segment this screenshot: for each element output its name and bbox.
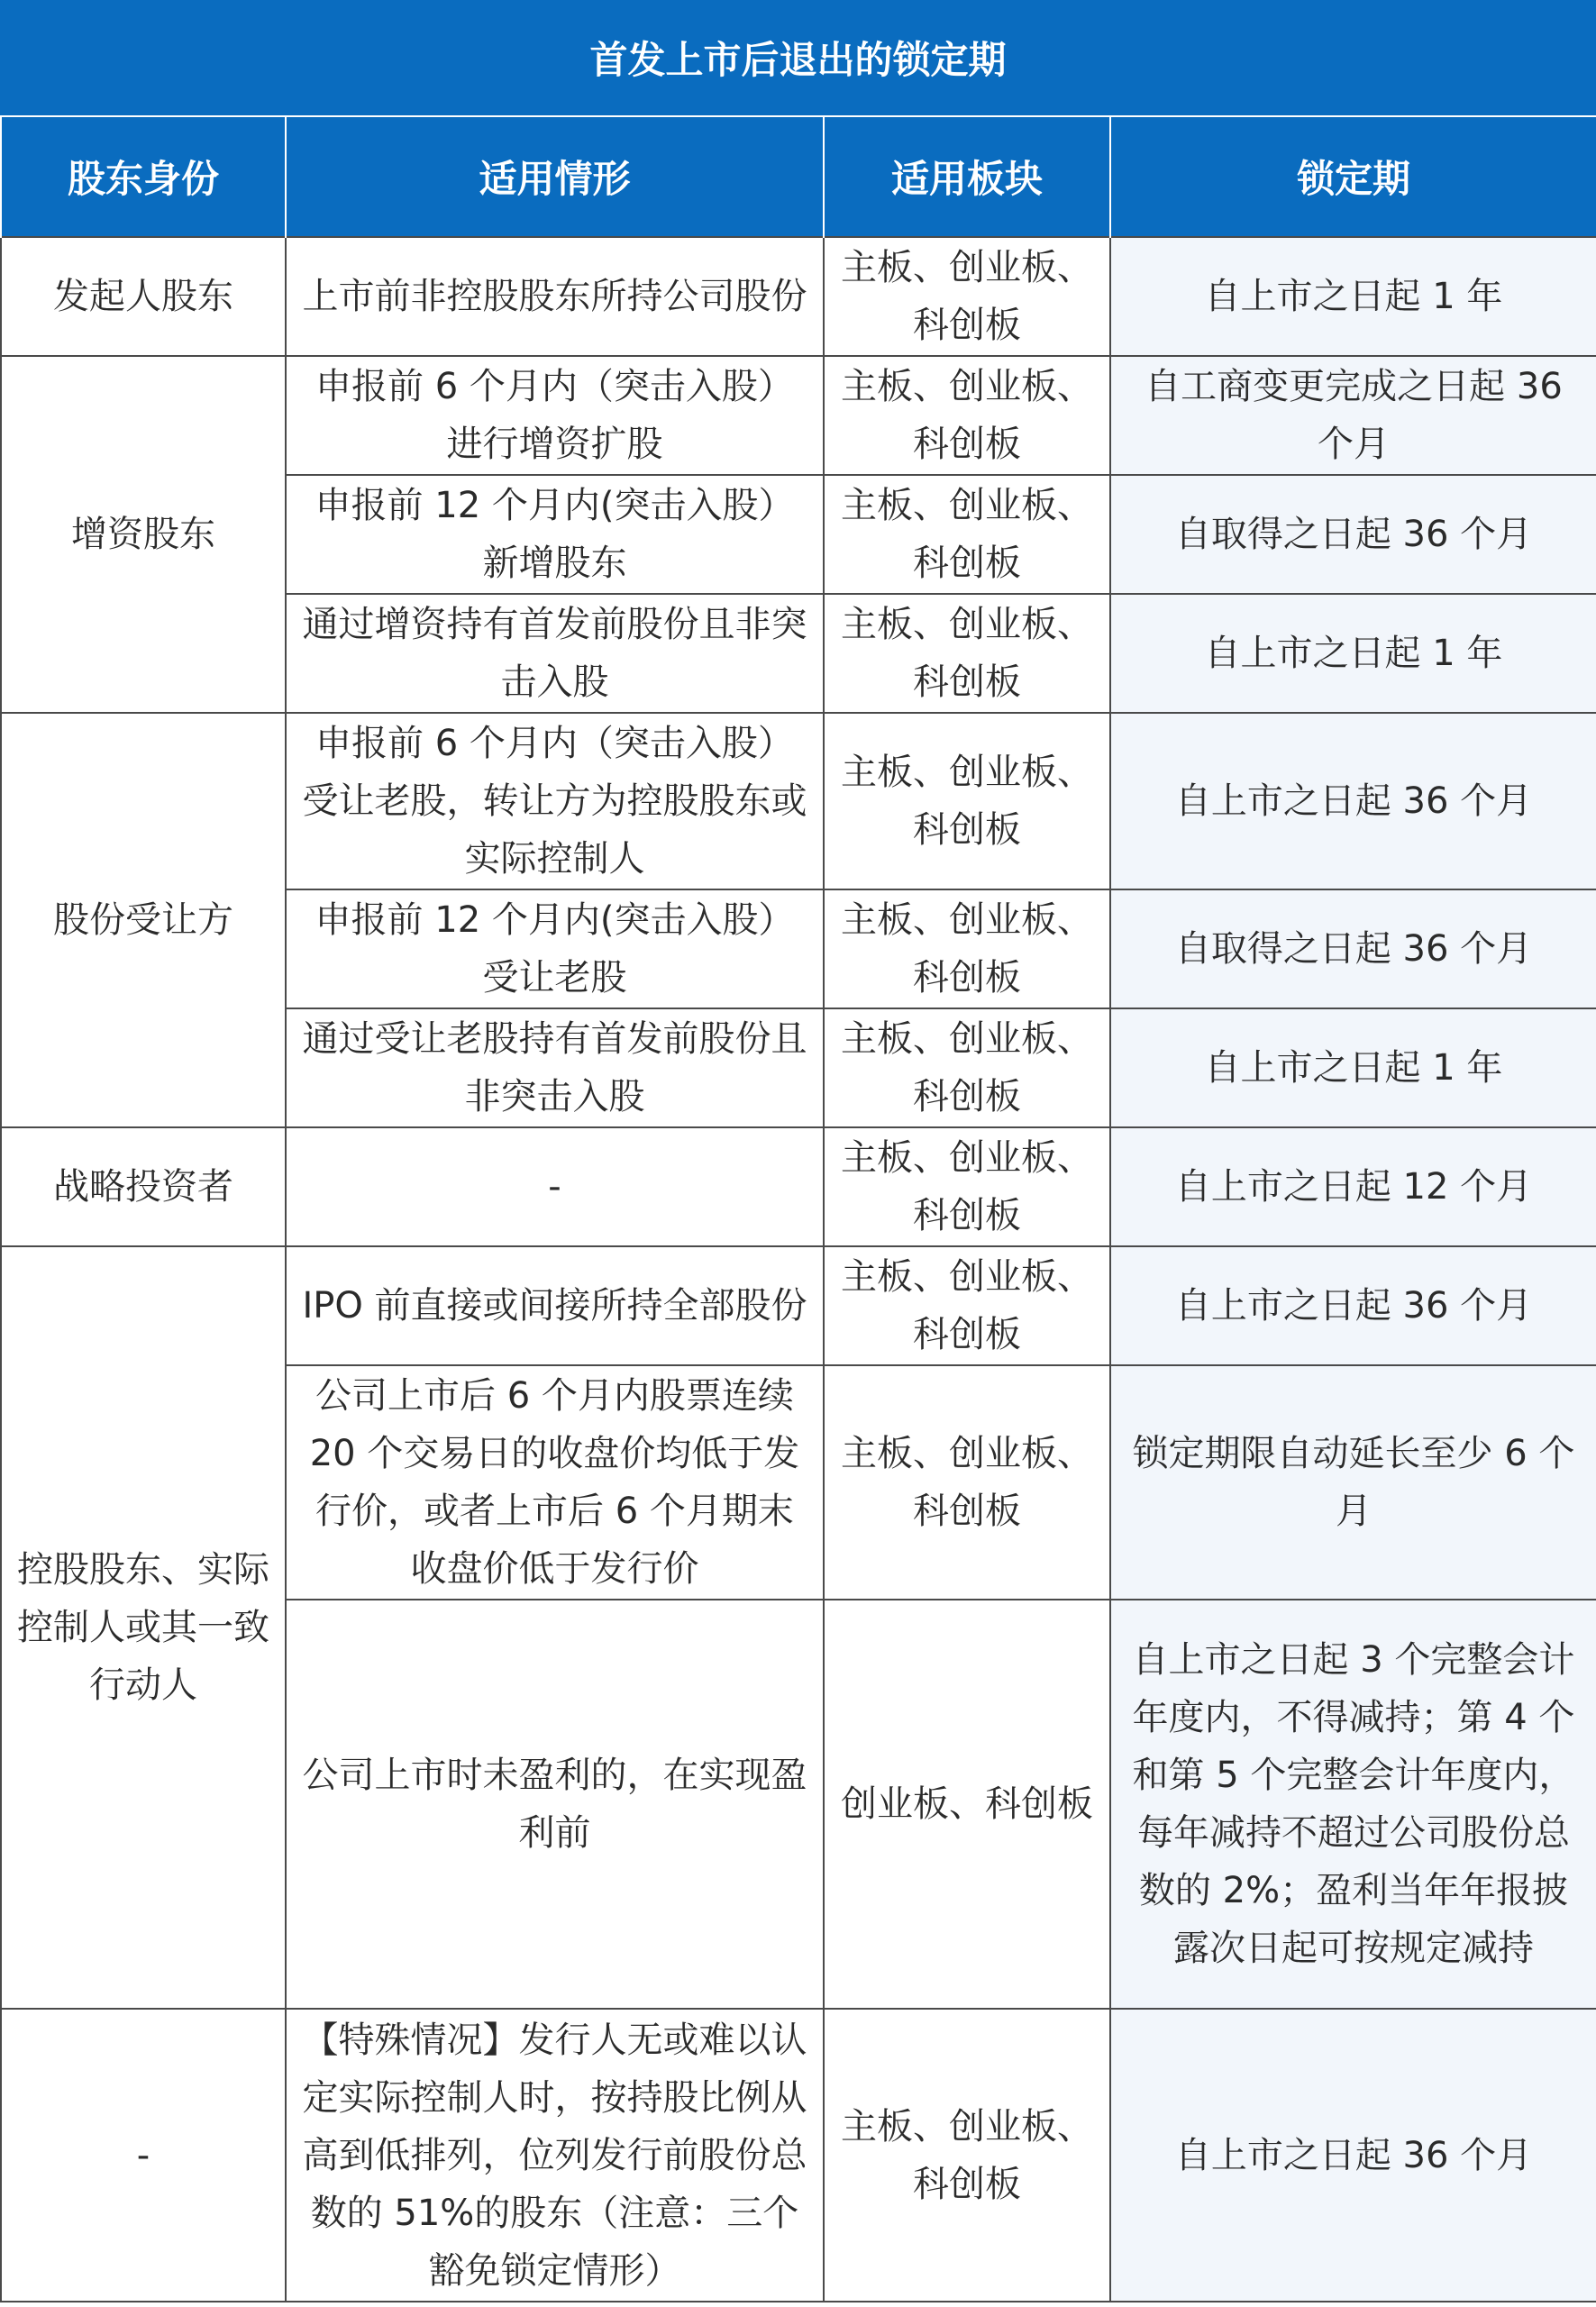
situation-cell: 通过增资持有首发前股份且非突击入股 <box>286 594 824 713</box>
period-cell: 自取得之日起 36 个月 <box>1110 889 1596 1008</box>
board-cell: 主板、创业板、科创板 <box>824 1008 1110 1127</box>
board-cell: 创业板、科创板 <box>824 1600 1110 2009</box>
situation-cell: - <box>286 1127 824 1246</box>
identity-cell: 发起人股东 <box>1 237 286 356</box>
situation-cell: 申报前 12 个月内(突击入股）新增股东 <box>286 475 824 594</box>
situation-cell: 申报前 6 个月内（突击入股）进行增资扩股 <box>286 356 824 475</box>
period-cell: 自上市之日起 1 年 <box>1110 594 1596 713</box>
table-title: 首发上市后退出的锁定期 <box>0 0 1596 115</box>
period-cell: 锁定期限自动延长至少 6 个月 <box>1110 1365 1596 1600</box>
board-cell: 主板、创业板、科创板 <box>824 1365 1110 1600</box>
period-cell: 自上市之日起 12 个月 <box>1110 1127 1596 1246</box>
table-row <box>1 356 1596 475</box>
situation-cell: IPO 前直接或间接所持全部股份 <box>286 1246 824 1365</box>
situation-cell: 公司上市后 6 个月内股票连续 20 个交易日的收盘价均低于发行价，或者上市后 6 个月期末收盘价低于发行价 <box>286 1365 824 1600</box>
situation-cell: 上市前非控股股东所持公司股份 <box>286 237 824 356</box>
table-row <box>1 237 1596 356</box>
situation-cell: 申报前 6 个月内（突击入股）受让老股，转让方为控股股东或实际控制人 <box>286 713 824 889</box>
period-cell: 自取得之日起 36 个月 <box>1110 475 1596 594</box>
board-cell: 主板、创业板、科创板 <box>824 594 1110 713</box>
period-cell: 自上市之日起 3 个完整会计年度内，不得减持；第 4 个和第 5 个完整会计年度内，每年减持不超过公司股份总数的 2%；盈利当年年报披露次日起可按规定减持 <box>1110 1600 1596 2009</box>
lock-period-table <box>0 115 1596 2302</box>
identity-cell: - <box>1 2009 286 2302</box>
header-row <box>1 116 1596 237</box>
identity-cell: 控股股东、实际控制人或其一致行动人 <box>1 1246 286 2009</box>
situation-cell: 申报前 12 个月内(突击入股）受让老股 <box>286 889 824 1008</box>
period-cell: 自上市之日起 36 个月 <box>1110 713 1596 889</box>
board-cell: 主板、创业板、科创板 <box>824 889 1110 1008</box>
table-row <box>1 713 1596 889</box>
identity-cell: 增资股东 <box>1 356 286 713</box>
board-cell: 主板、创业板、科创板 <box>824 475 1110 594</box>
header-board: 适用板块 <box>824 116 1110 237</box>
period-cell: 自上市之日起 36 个月 <box>1110 2009 1596 2302</box>
board-cell: 主板、创业板、科创板 <box>824 713 1110 889</box>
situation-cell: 【特殊情况】发行人无或难以认定实际控制人时，按持股比例从高到低排列，位列发行前股份总数的 51%的股东（注意：三个豁免锁定情形） <box>286 2009 824 2302</box>
header-period: 锁定期 <box>1110 116 1596 237</box>
situation-cell: 公司上市时未盈利的，在实现盈利前 <box>286 1600 824 2009</box>
board-cell: 主板、创业板、科创板 <box>824 356 1110 475</box>
header-identity: 股东身份 <box>1 116 286 237</box>
board-cell: 主板、创业板、科创板 <box>824 1246 1110 1365</box>
table-row <box>1 1127 1596 1246</box>
identity-cell: 股份受让方 <box>1 713 286 1127</box>
identity-cell: 战略投资者 <box>1 1127 286 1246</box>
period-cell: 自工商变更完成之日起 36 个月 <box>1110 356 1596 475</box>
table-row <box>1 2009 1596 2302</box>
period-cell: 自上市之日起 1 年 <box>1110 237 1596 356</box>
table-row <box>1 1246 1596 1365</box>
board-cell: 主板、创业板、科创板 <box>824 1127 1110 1246</box>
header-situation: 适用情形 <box>286 116 824 237</box>
situation-cell: 通过受让老股持有首发前股份且非突击入股 <box>286 1008 824 1127</box>
period-cell: 自上市之日起 36 个月 <box>1110 1246 1596 1365</box>
period-cell: 自上市之日起 1 年 <box>1110 1008 1596 1127</box>
board-cell: 主板、创业板、科创板 <box>824 2009 1110 2302</box>
board-cell: 主板、创业板、科创板 <box>824 237 1110 356</box>
